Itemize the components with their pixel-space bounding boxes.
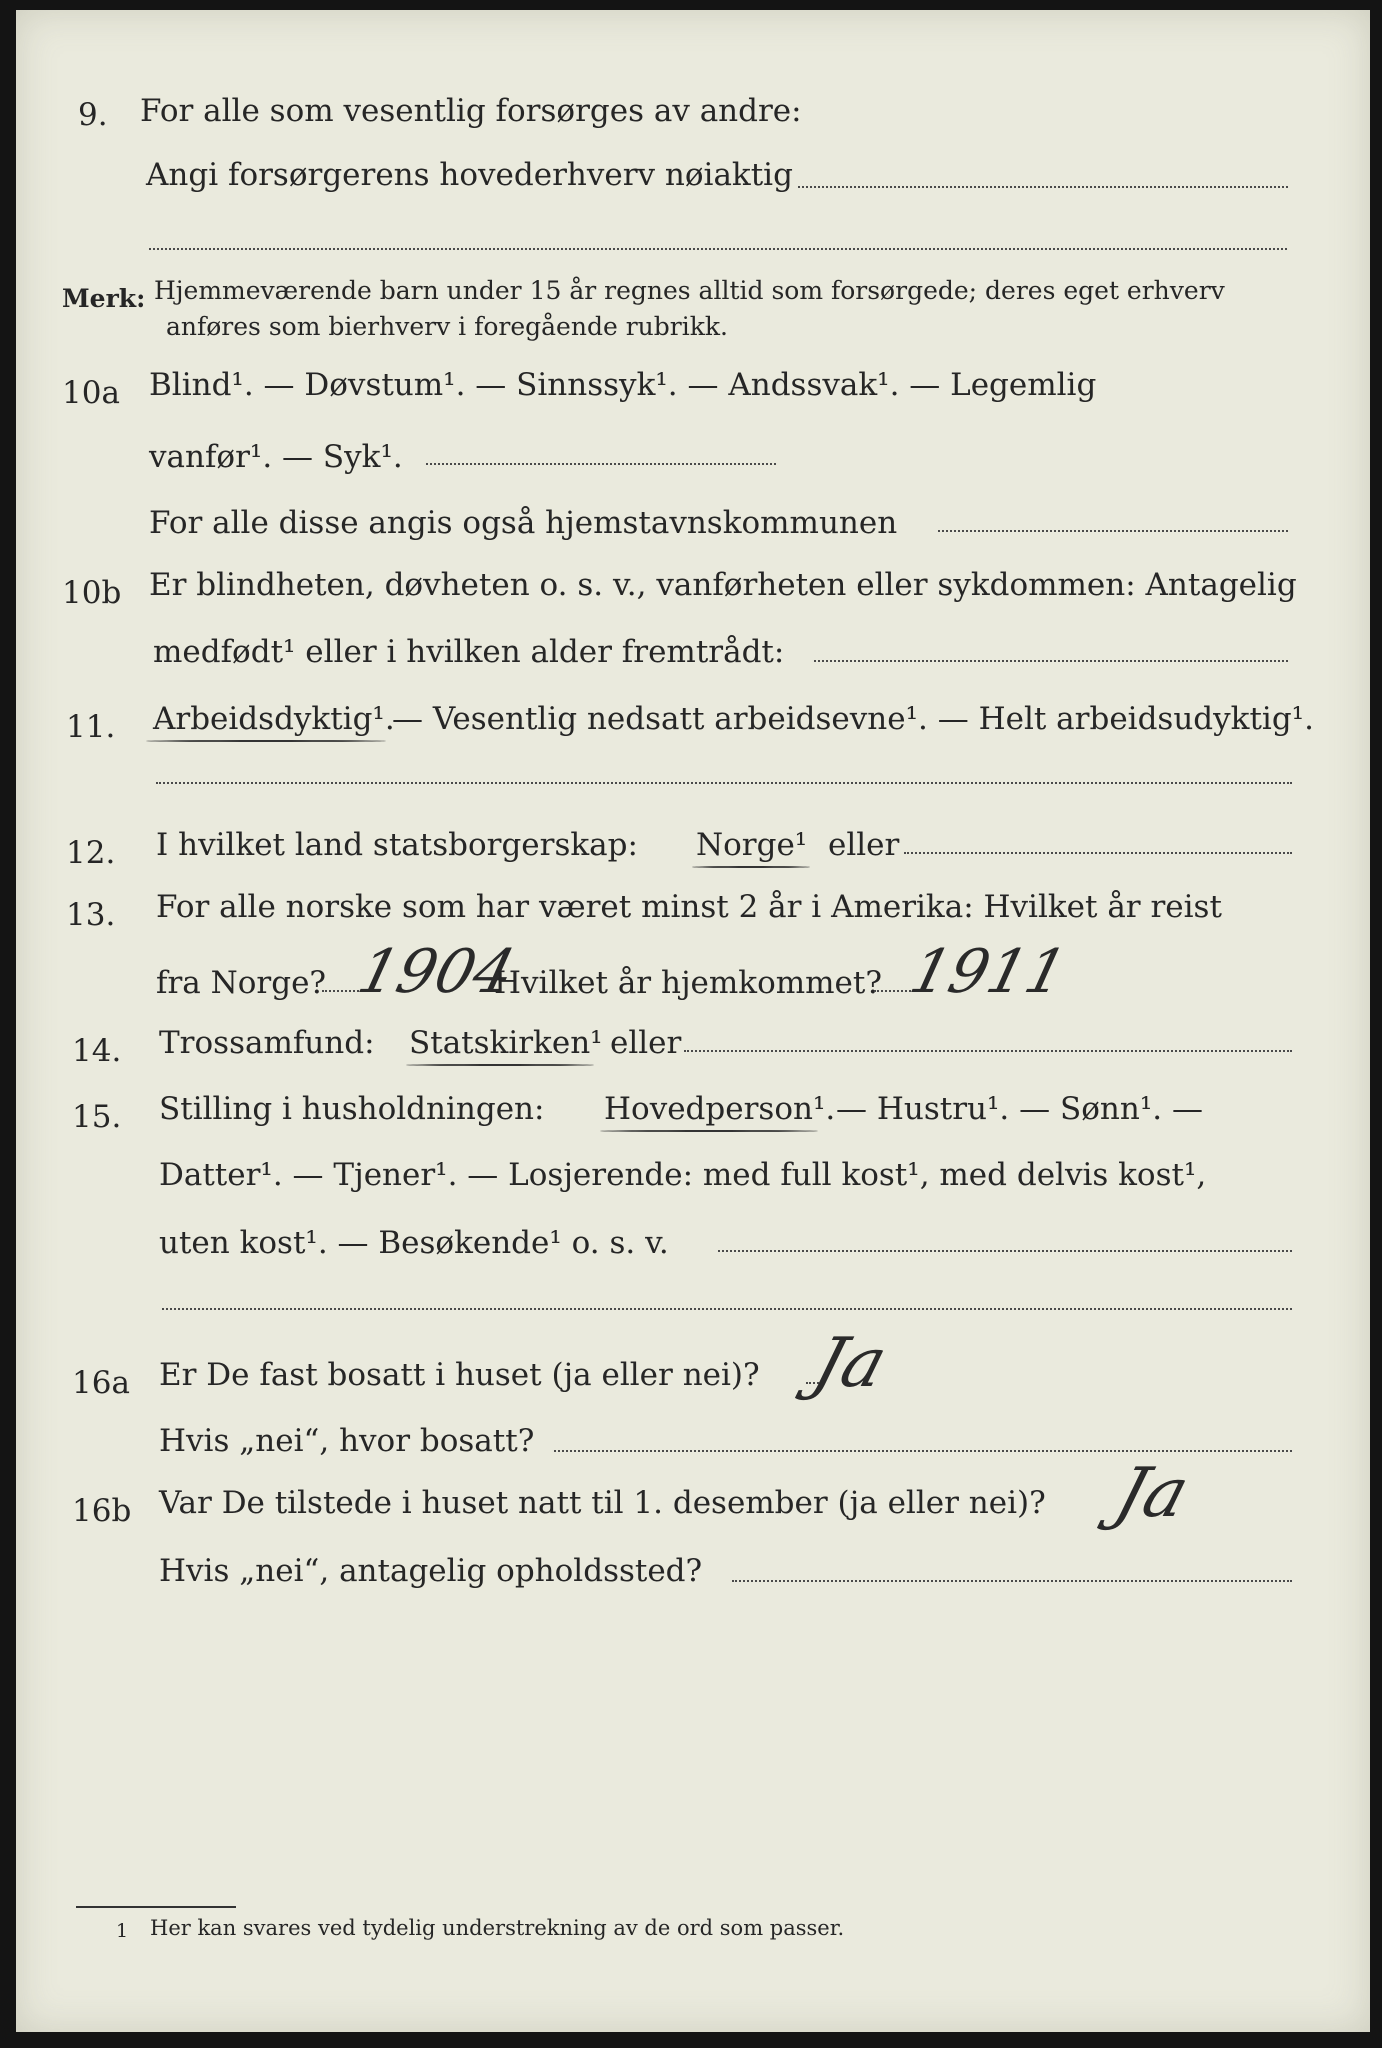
q12-underline: [692, 866, 810, 868]
q16b-answer: Ja: [1106, 1454, 1198, 1533]
q10a-line1: Blind¹. — Døvstum¹. — Sinnssyk¹. — Andssvak¹. — Legemlig: [149, 367, 1097, 403]
footnote-mark: 1: [116, 1920, 129, 1942]
q12-answer-line: [904, 852, 1292, 854]
q16b-answer-line: [732, 1580, 1292, 1582]
footnote-rule: [76, 1906, 236, 1908]
q11-option-arbeidsdyktig: Arbeidsdyktig¹.: [153, 701, 395, 737]
q9-answer-line: [798, 186, 1288, 188]
q12-number: 12.: [66, 835, 116, 871]
q14-answer-line: [684, 1050, 1292, 1052]
q15-line3: uten kost¹. — Besøkende¹ o. s. v.: [159, 1225, 669, 1261]
merk-line2: anføres som bierhverv i foregående rubrikk.: [166, 312, 728, 341]
q13-line1: For alle norske som har været minst 2 år i Amerika: Hvilket år reist: [156, 889, 1222, 925]
q10a-line2: vanfør¹. — Syk¹.: [149, 439, 403, 475]
q10a-answer-line: [426, 463, 776, 465]
q11-underline: [146, 740, 386, 742]
q16b-line2: Hvis „nei“, antagelig opholdssted?: [159, 1553, 703, 1589]
q11-answer-line: [156, 782, 1292, 784]
q12-option-norge: Norge¹: [696, 827, 808, 863]
q13-number: 13.: [66, 897, 116, 933]
q9-line2: Angi forsørgerens hovederhverv nøiaktig: [146, 157, 793, 193]
q15-post: — Hustru¹. — Sønn¹. —: [836, 1091, 1203, 1127]
q9-number: 9.: [78, 97, 108, 133]
q10a-number: 10a: [62, 375, 120, 411]
q14-option-statskirken: Statskirken¹: [409, 1025, 603, 1061]
q10b-answer-line: [814, 660, 1288, 662]
q11-number: 11.: [66, 709, 116, 745]
q16a-answer: Ja: [804, 1324, 896, 1403]
q16a-line1: Er De fast bosatt i huset (ja eller nei)?: [159, 1357, 760, 1393]
census-form-page: [16, 10, 1370, 2032]
q16a-number: 16a: [72, 1365, 130, 1401]
q15-number: 15.: [72, 1099, 122, 1135]
q16b-line1: Var De tilstede i huset natt til 1. desember (ja eller nei)?: [159, 1485, 1046, 1521]
q11-rest: — Vesentlig nedsatt arbeidsevne¹. — Helt arbeidsudyktig¹.: [392, 701, 1314, 737]
q15-answer-line-2: [162, 1308, 1292, 1310]
merk-label: Merk:: [62, 284, 146, 313]
q14-pre: Trossamfund:: [159, 1025, 375, 1061]
q15-pre: Stilling i husholdningen:: [159, 1091, 545, 1127]
q16b-number: 16b: [72, 1493, 132, 1529]
q15-underline: [600, 1130, 818, 1132]
footnote-text: Her kan svares ved tydelig understrekning av de ord som passer.: [150, 1916, 845, 1940]
q14-post: eller: [610, 1025, 682, 1061]
q13-answer-departure-year: 1904: [351, 937, 522, 1007]
q15-option-hovedperson: Hovedperson¹.: [604, 1091, 836, 1127]
q10b-line2: medfødt¹ eller i hvilken alder fremtrådt:: [153, 634, 785, 670]
q10a-municipality-line: [938, 530, 1288, 532]
q10b-number: 10b: [62, 575, 122, 611]
q12-post: eller: [828, 827, 900, 863]
q15-answer-line: [718, 1250, 1292, 1252]
q10a-line3: For alle disse angis også hjemstavnskommunen: [149, 505, 898, 541]
q14-number: 14.: [72, 1033, 122, 1069]
q9-line1: For alle som vesentlig forsørges av andre:: [140, 93, 802, 129]
q15-line2: Datter¹. — Tjener¹. — Losjerende: med full kost¹, med delvis kost¹,: [159, 1157, 1207, 1193]
q14-underline: [406, 1064, 594, 1066]
merk-line1: Hjemmeværende barn under 15 år regnes alltid som forsørgede; deres eget erhverv: [154, 276, 1225, 305]
q16a-answer-line: [554, 1450, 1292, 1452]
q16a-line2: Hvis „nei“, hvor bosatt?: [159, 1423, 535, 1459]
q9-answer-line-2: [149, 248, 1287, 250]
q13-pre: fra Norge?: [156, 965, 327, 1001]
q13-mid: Hvilket år hjemkommet?: [494, 965, 882, 1001]
q13-answer-return-year: 1911: [903, 937, 1074, 1007]
q10b-line1: Er blindheten, døvheten o. s. v., vanførheten eller sykdommen: Antagelig: [149, 567, 1297, 603]
q12-pre: I hvilket land statsborgerskap:: [156, 827, 638, 863]
